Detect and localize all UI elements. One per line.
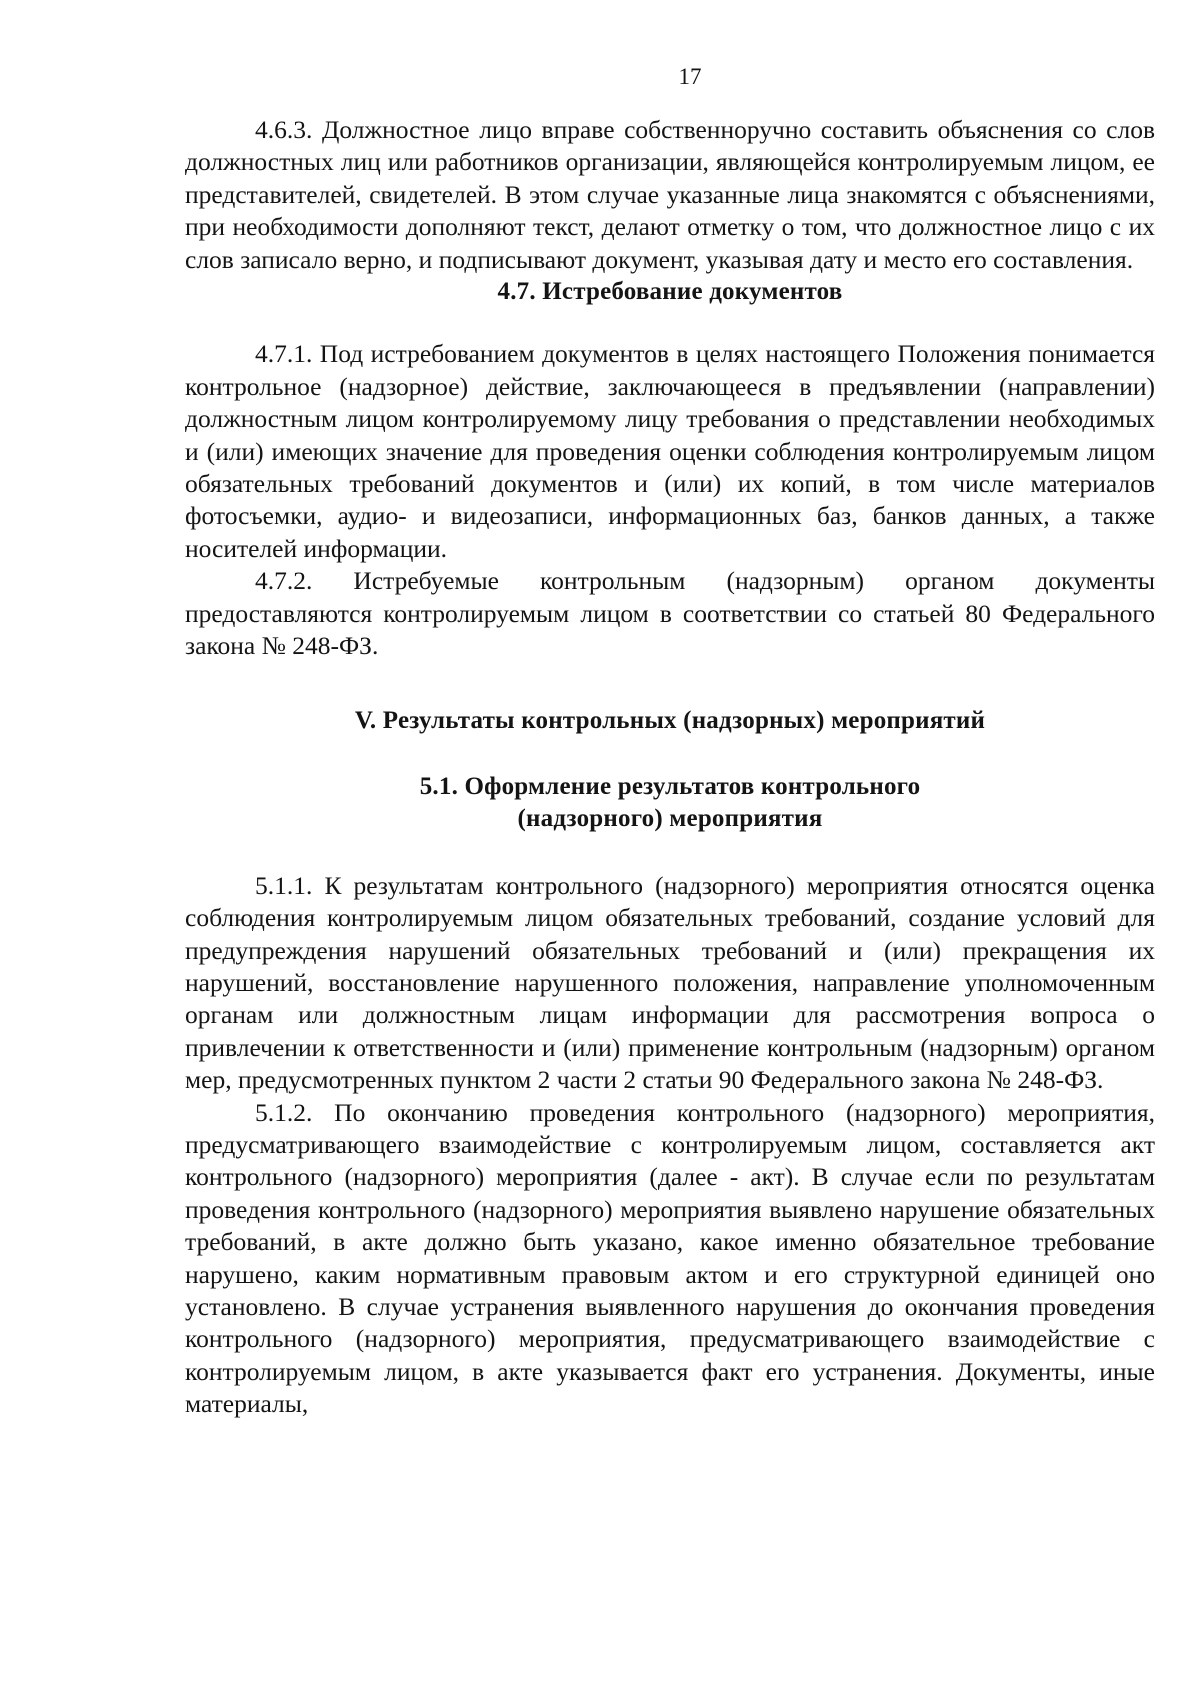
heading-5-1-line-2: (надзорного) мероприятия xyxy=(517,805,823,833)
paragraph-5-1-2: 5.1.2. По окончанию проведения контрольного (надзорного) мероприятия, предусматривающего взаимодействие с контролируемым лицом, составляется акт контрольного (надзорного) мероприятия (далее - акт). В случае если по результатам проведения контрольного (надзорного) мероприятия выявлено нарушение обязательных требований, в акте должно быть указано, какое именно обязательное требование нарушено, каким нормативным правовым актом и его структурной единицей оно установлено. В случае устранения выявленного нарушения до окончания проведения контрольного (надзорного) мероприятия, предусматривающего взаимодействие с контролируемым лицом, в акте указывается факт его устранения. Документы, иные материалы, xyxy=(185,1097,1155,1419)
spacer xyxy=(185,663,1155,705)
paragraph-4-7-1: 4.7.1. Под истребованием документов в целях настоящего Положения понимается контрольное (надзорное) действие, заключающееся в предъявлении (направлении) должностным лицом контролируемому лицу требования о представлении необходимых и (или) имеющих значение для проведения оценки соблюдения контролируемым лицом обязательных требований документов и (или) их копий, в том числе материалов фотосъемки, аудио- и видеозаписи, информационных баз, банков данных, а также носителей информации. xyxy=(185,339,1155,563)
document-page xyxy=(185,62,1155,1421)
page-number: 17 xyxy=(678,64,702,89)
paragraph-4-7-2: 4.7.2. Истребуемые контрольным (надзорным) органом документы предоставляются контролируемым лицом в соответствии со статьей 80 Федерального закона № 248-ФЗ. xyxy=(185,566,1155,661)
heading-section-v: V. Результаты контрольных (надзорных) мероприятий xyxy=(354,706,986,734)
spacer xyxy=(185,836,1155,870)
paragraph-5-1-1: 5.1.1. К результатам контрольного (надзорного) мероприятия относятся оценка соблюдения контролируемым лицом обязательных требований, создание условий для предупреждения нарушений обязательных требований и (или) прекращения их нарушений, восстановление нарушенного положения, направление уполномоченным органам или должностным лицам информации для рассмотрения вопроса о привлечении к ответственности и (или) применение контрольным (надзорным) органом мер, предусмотренных пунктом 2 части 2 статьи 90 Федерального закона № 248-ФЗ. xyxy=(185,870,1155,1095)
heading-4-7: 4.7. Истребование документов xyxy=(497,278,843,306)
heading-5-1-line-1: 5.1. Оформление результатов контрольного xyxy=(419,772,921,800)
spacer xyxy=(185,737,1155,771)
paragraph-4-6-3: 4.6.3. Должностное лицо вправе собственноручно составить объяснения со слов должностных лиц или работников организации, являющейся контролируемым лицом, ее представителей, свидетелей. В этом случае указанные лица знакомятся с объяснениями, при необходимости дополняют текст, делают отметку о том, что должностное лицо с их слов записало верно, и подписывают документ, указывая дату и место его составления. xyxy=(185,115,1155,274)
spacer xyxy=(185,308,1155,338)
